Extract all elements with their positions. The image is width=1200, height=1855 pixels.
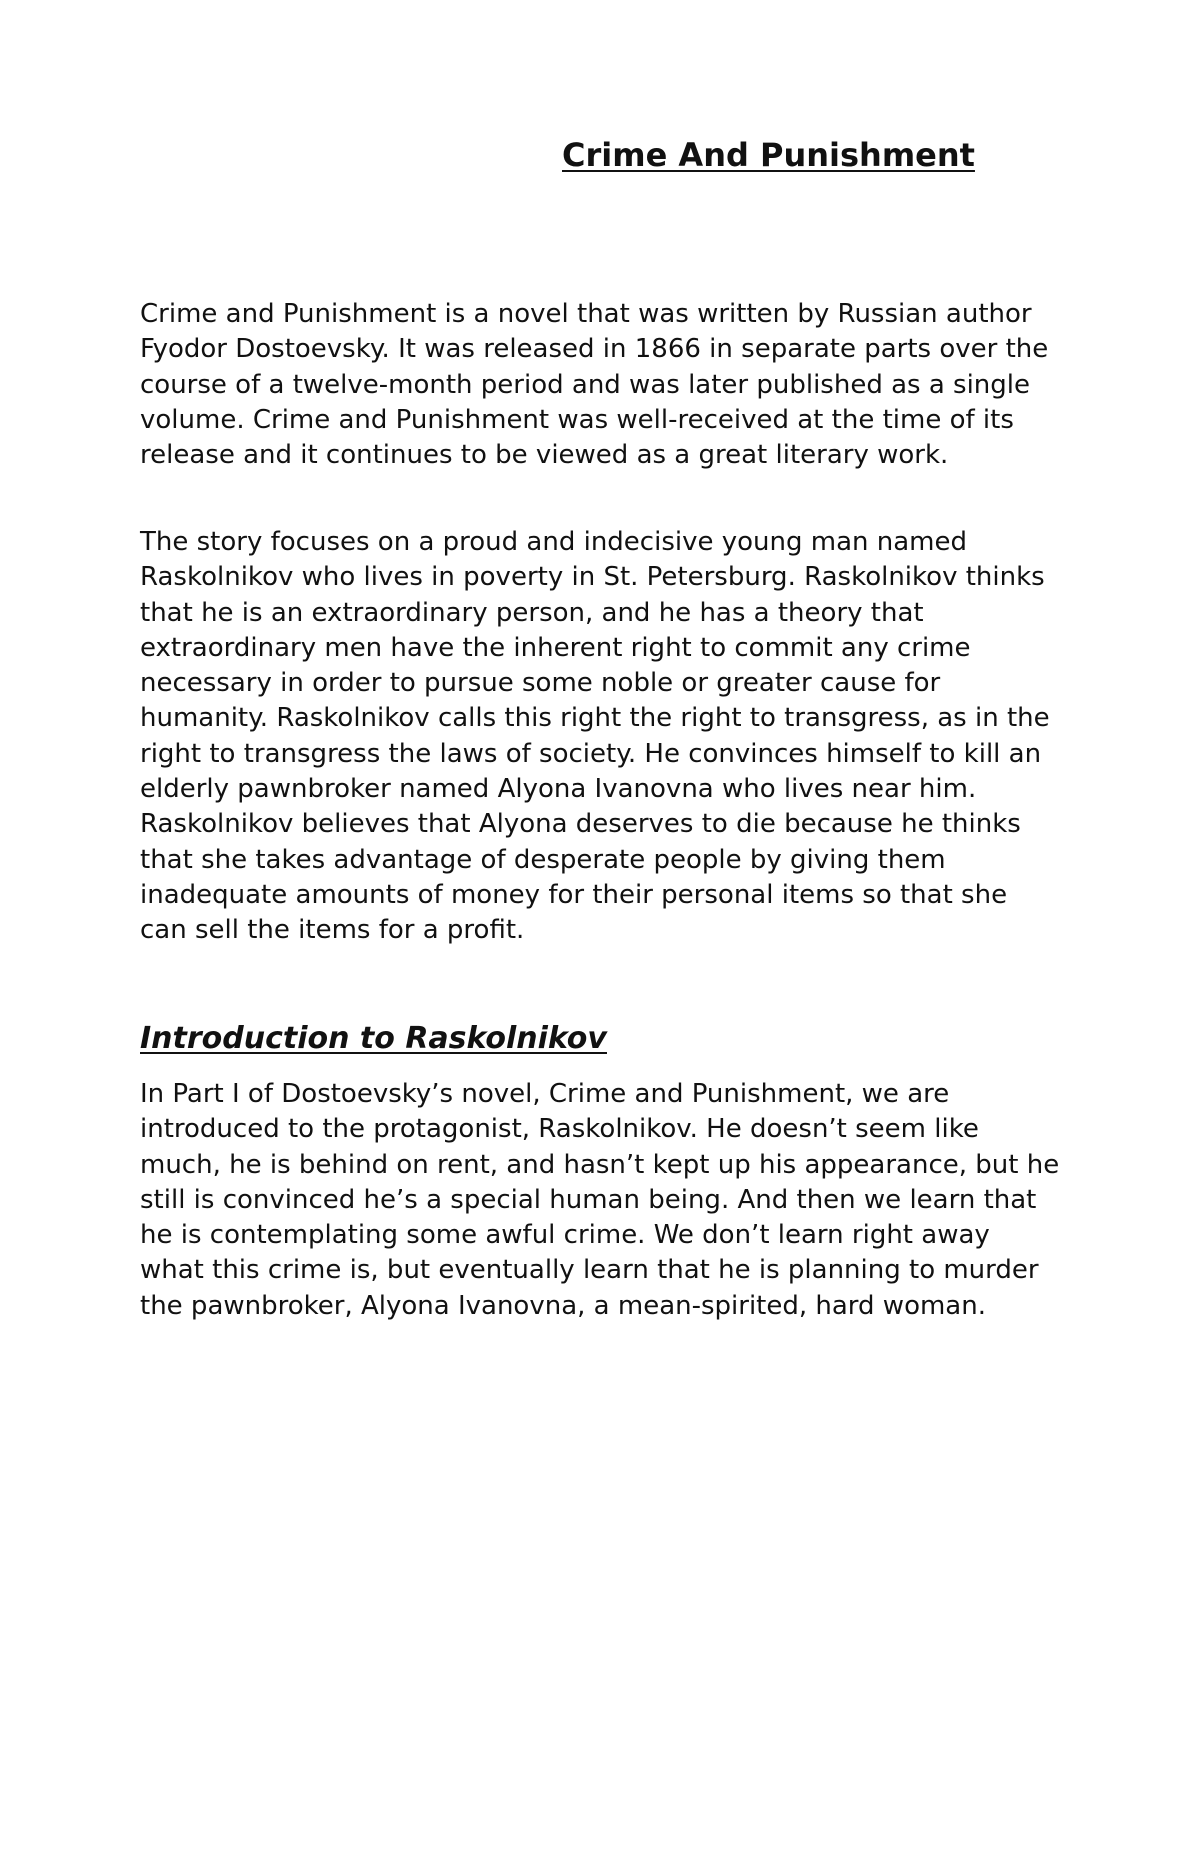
document-title: Crime And Punishment bbox=[562, 136, 975, 174]
section-paragraph: In Part I of Dostoevsky’s novel, Crime and Punishment, we are introduced to the protagonist, Raskolnikov. He doesn’t seem like much, he is behind on rent, and hasn’t kept up his appearance, but he still is convinced he’s a special human being. And then we learn that he is contemplating some awful crime. We don’t learn right away what this crime is, but eventually learn that he is planning to murder the pawnbroker, Alyona Ivanovna, a mean-spirited, hard woman. bbox=[140, 1079, 1060, 1321]
story-paragraph: The story focuses on a proud and indecisive young man named Raskolnikov who lives in poverty in St. Petersburg. Raskolnikov thinks that he is an extraordinary person, and he has a theory that extraordinary men have the inherent right to commit any crime necessary in order to pursue some noble or greater cause for humanity. Raskolnikov calls this right the right to transgress, as in the right to transgress the laws of society. He convinces himself to kill an elderly pawnbroker named Alyona Ivanovna who lives near him. Raskolnikov believes that Alyona deserves to die because he thinks that she takes advantage of desperate people by giving them inadequate amounts of money for their personal items so that she can sell the items for a profit. bbox=[140, 527, 1050, 946]
section-heading: Introduction to Raskolnikov bbox=[140, 1021, 607, 1056]
intro-paragraph: Crime and Punishment is a novel that was written by Russian author Fyodor Dostoevsky. It was released in 1866 in separate parts over the course of a twelve-month period and was later published as a single volume. Crime and Punishment was well-received at the time of its release and it continues to be viewed as a great literary work. bbox=[140, 299, 1049, 471]
